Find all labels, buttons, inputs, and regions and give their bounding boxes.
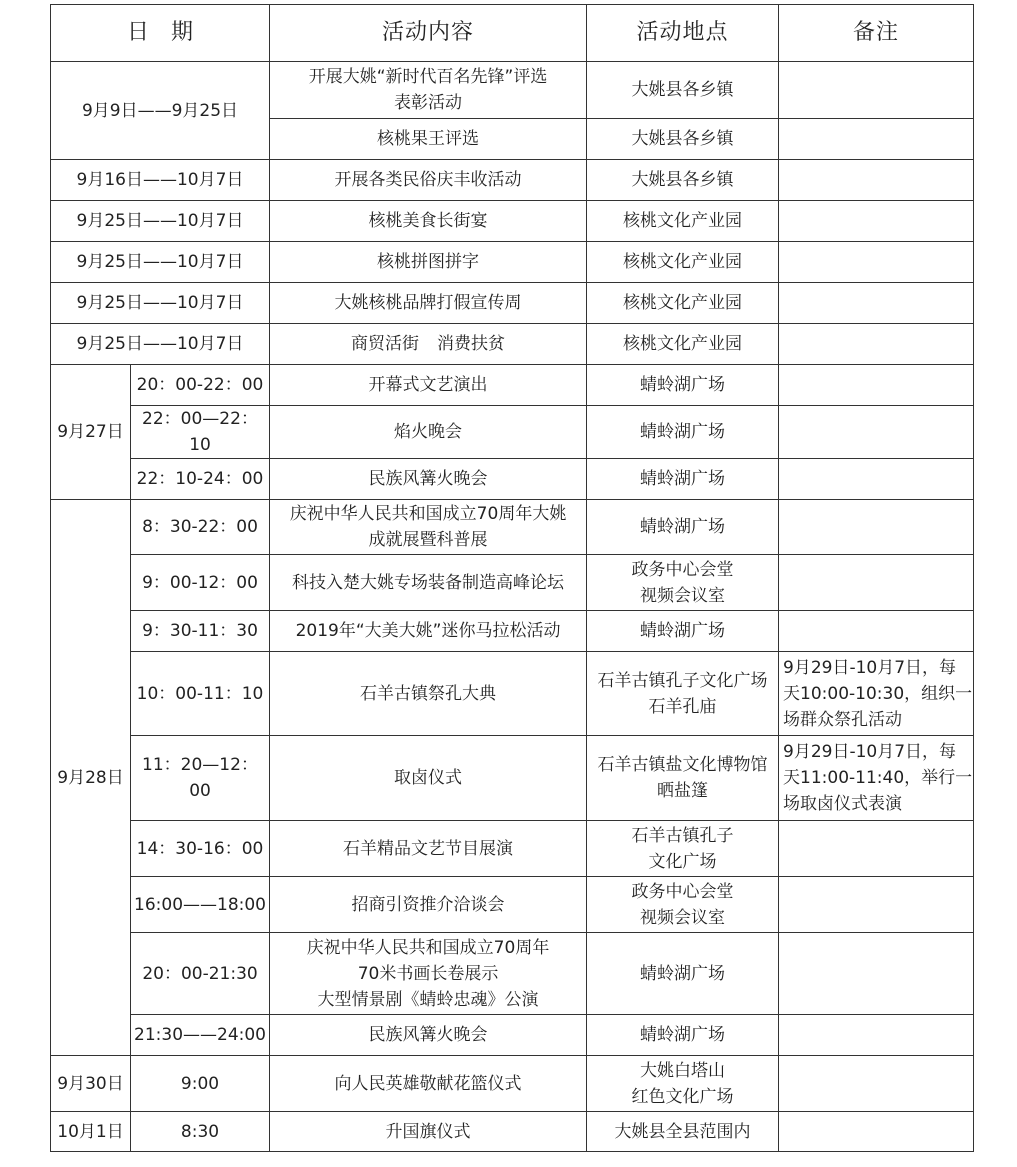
time-cell: 22：00—22：10 [131,406,270,459]
remarks-cell [779,736,974,821]
content-cell: 升国旗仪式 [270,1112,587,1152]
date-cell: 9月25日——10月7日 [51,201,270,242]
remarks-line: 场群众祭孔活动 [783,709,903,730]
table-row [51,459,974,500]
time-cell: 22：10-24：00 [131,459,270,500]
table-row [51,62,974,119]
day-cell: 10月1日 [51,1112,131,1152]
header-content: 活动内容 [270,5,587,62]
remarks-cell [779,242,974,283]
date-cell: 9月25日——10月7日 [51,324,270,365]
date-cell: 9月25日——10月7日 [51,242,270,283]
location-cell: 蜻蛉湖广场 [587,406,779,459]
remarks-cell [779,119,974,160]
table-row [51,1112,974,1152]
location-line: 石羊古镇孔子文化广场 [597,670,768,691]
remarks-cell [779,555,974,611]
time-cell: 9：00-12：00 [131,555,270,611]
location-cell: 蜻蛉湖广场 [587,1015,779,1056]
remarks-cell [779,500,974,555]
content-cell: 石羊精品文艺节目展演 [270,821,587,877]
time-cell: 20：00-22：00 [131,365,270,406]
content-line: 表彰活动 [394,93,463,113]
location-cell [587,736,779,821]
table-row [51,242,974,283]
table-row [51,1056,974,1112]
remarks-line: 场取卤仪式表演 [783,794,903,814]
table-row [51,201,974,242]
location-cell [587,821,779,877]
location-line: 红色文化广场 [631,1086,734,1107]
remarks-cell [779,1015,974,1056]
location-line: 文化广场 [648,851,717,872]
content-cell: 科技入楚大姚专场装备制造高峰论坛 [270,555,587,611]
table-row [51,652,974,736]
content-cell [270,500,587,555]
day-cell: 9月28日 [51,500,131,1056]
location-cell: 核桃文化产业园 [587,201,779,242]
table-row [51,555,974,611]
location-line: 大姚白塔山 [640,1060,726,1081]
location-cell [587,652,779,736]
time-cell: 14：30-16：00 [131,821,270,877]
time-cell: 8：30-22：00 [131,500,270,555]
time-cell: 20：00-21:30 [131,933,270,1015]
content-line: 大型情景剧《蜻蛉忠魂》公演 [317,989,539,1010]
table-row [51,1015,974,1056]
content-cell: 核桃美食长街宴 [270,201,587,242]
remarks-line: 9月29日-10月7日，每 [783,657,957,678]
day-cell: 9月30日 [51,1056,131,1112]
content-cell: 招商引资推介洽谈会 [270,877,587,933]
header-location: 活动地点 [587,5,779,62]
table-row [51,160,974,201]
remarks-cell [779,652,974,736]
location-line: 石羊古镇盐文化博物馆 [597,755,768,775]
table-row [51,500,974,555]
location-cell: 核桃文化产业园 [587,324,779,365]
header-remarks: 备注 [779,5,974,62]
remarks-cell [779,1112,974,1152]
content-cell [270,324,587,365]
location-cell: 大姚县各乡镇 [587,119,779,160]
remarks-cell [779,324,974,365]
content-cell: 取卤仪式 [270,736,587,821]
table-row [51,877,974,933]
date-cell: 9月9日——9月25日 [51,62,270,160]
location-cell: 大姚县全县范围内 [587,1112,779,1152]
location-cell: 核桃文化产业园 [587,283,779,324]
table-row [51,283,974,324]
content-line: 70米书画长卷展示 [357,963,499,984]
location-line: 政务中心会堂 [631,559,734,580]
content-cell: 开展各类民俗庆丰收活动 [270,160,587,201]
content-cell: 核桃拼图拼字 [270,242,587,283]
content-cell: 民族风篝火晚会 [270,1015,587,1056]
remarks-cell [779,1056,974,1112]
table-row [51,736,974,821]
content-cell: 大姚核桃品牌打假宣传周 [270,283,587,324]
content-cell [270,62,587,119]
remarks-cell [779,160,974,201]
table-row [51,324,974,365]
content-part: 商贸活街 [351,334,420,354]
day-cell: 9月27日 [51,365,131,500]
header-row [51,5,974,62]
location-cell: 大姚县各乡镇 [587,160,779,201]
content-cell: 民族风篝火晚会 [270,459,587,500]
content-cell: 开幕式文艺演出 [270,365,587,406]
remarks-cell [779,933,974,1015]
location-cell: 蜻蛉湖广场 [587,500,779,555]
content-line: 庆祝中华人民共和国成立70周年 [306,937,550,958]
location-line: 石羊古镇孔子 [631,825,734,846]
location-line: 视频会议室 [640,585,726,606]
date-cell: 9月25日——10月7日 [51,283,270,324]
remarks-cell [779,821,974,877]
location-line: 晒盐篷 [657,781,709,801]
time-cell: 11：20—12：00 [131,736,270,821]
location-cell [587,877,779,933]
time-cell: 10：00-11：10 [131,652,270,736]
header-date: 日 期 [51,5,270,62]
content-line: 开展大姚“新时代百名先锋”评选 [308,67,548,87]
location-cell: 蜻蛉湖广场 [587,933,779,1015]
content-line: 成就展暨科普展 [368,530,488,550]
content-cell: 核桃果王评选 [270,119,587,160]
content-cell: 2019年“大美大姚”迷你马拉松活动 [270,611,587,652]
remarks-cell [779,406,974,459]
time-cell: 9:00 [131,1056,270,1112]
remarks-line: 9月29日-10月7日，每 [783,742,957,762]
location-line: 视频会议室 [640,907,726,928]
location-cell: 蜻蛉湖广场 [587,459,779,500]
remarks-cell [779,62,974,119]
remarks-cell [779,201,974,242]
time-cell: 8:30 [131,1112,270,1152]
location-line: 政务中心会堂 [631,881,734,902]
remarks-cell [779,877,974,933]
content-part: 消费扶贫 [437,334,506,354]
schedule-table [50,4,974,1152]
time-cell: 21:30——24:00 [131,1015,270,1056]
content-cell [270,933,587,1015]
table-row [51,821,974,877]
remarks-line: 天10:00-10:30，组织一 [783,683,973,704]
remarks-cell [779,611,974,652]
location-cell [587,1056,779,1112]
remarks-cell [779,283,974,324]
table-row [51,611,974,652]
location-line: 石羊孔庙 [648,696,717,717]
location-cell [587,555,779,611]
location-cell: 蜻蛉湖广场 [587,611,779,652]
remarks-line: 天11:00-11:40，举行一 [783,768,973,788]
table-row [51,365,974,406]
content-cell: 向人民英雄敬献花篮仪式 [270,1056,587,1112]
date-cell: 9月16日——10月7日 [51,160,270,201]
location-cell: 蜻蛉湖广场 [587,365,779,406]
remarks-cell [779,459,974,500]
table-row [51,933,974,1015]
table-row [51,406,974,459]
remarks-cell [779,365,974,406]
location-cell: 核桃文化产业园 [587,242,779,283]
content-cell: 石羊古镇祭孔大典 [270,652,587,736]
time-cell: 16:00——18:00 [131,877,270,933]
content-line: 庆祝中华人民共和国成立70周年大姚 [289,504,567,524]
content-cell: 焰火晚会 [270,406,587,459]
location-cell: 大姚县各乡镇 [587,62,779,119]
time-cell: 9：30-11：30 [131,611,270,652]
